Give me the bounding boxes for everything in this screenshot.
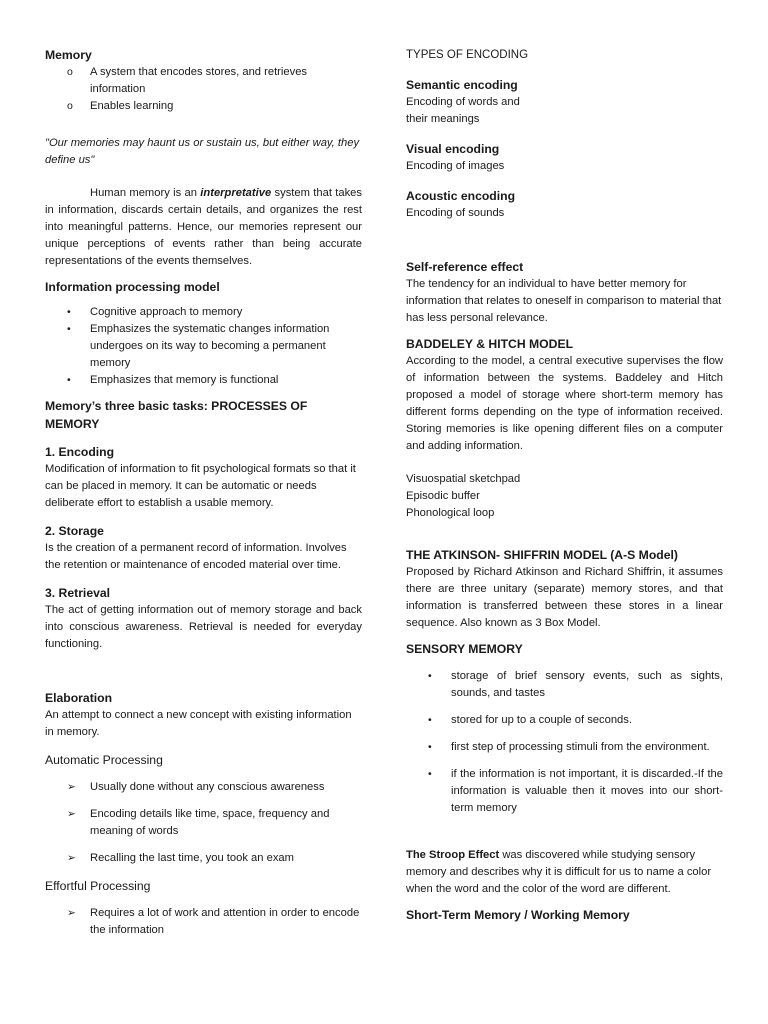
effortful-processing-heading: Effortful Processing <box>45 879 151 893</box>
list-item: ➢ Requires a lot of work and attention in order to encode the information <box>67 907 360 936</box>
arrow-bullet-icon: ➢ <box>67 808 76 820</box>
list-item: o A system that encodes stores, and retrieves information <box>67 66 308 95</box>
memory-list <box>45 64 362 115</box>
list-item: • storage of brief sensory events, such as sights, sounds, and tastes <box>428 670 723 699</box>
left-column <box>45 46 362 939</box>
semantic-text: Encoding of words and their meanings <box>406 96 520 125</box>
encoding-heading: 1. Encoding <box>45 445 115 459</box>
types-of-encoding-heading: TYPES OF ENCODING <box>406 49 529 61</box>
elaboration-text: An attempt to connect a new concept with existing information in memory. <box>45 709 352 738</box>
baddeley-heading: BADDELEY & HITCH MODEL <box>406 337 574 351</box>
circle-bullet-icon: o <box>67 66 73 78</box>
baddeley-part: Episodic buffer <box>406 490 480 502</box>
dot-bullet-icon: • <box>428 670 432 682</box>
stroop-paragraph: The Stroop Effect was discovered while studying sensory memory and describes why it is difficult for us to name a color when the word and the color of the word are different. <box>406 849 712 895</box>
atkinson-text: Proposed by Richard Atkinson and Richard Shiffrin, it assumes there are three unitary (separate) memory stores, and that information is transferred between these stores in a linear sequence. Also known as 3 Box Model. <box>406 566 723 629</box>
acoustic-text: Encoding of sounds <box>406 207 505 219</box>
ipm-heading: Information processing model <box>45 280 220 294</box>
arrow-bullet-icon: ➢ <box>67 852 76 864</box>
automatic-processing-heading: Automatic Processing <box>45 753 163 767</box>
memory-heading: Memory <box>45 48 92 62</box>
visual-text: Encoding of images <box>406 160 505 172</box>
list-item: • Emphasizes that memory is functional <box>45 372 362 389</box>
tasks-heading: Memory’s three basic tasks: PROCESSES OF MEMORY <box>45 399 308 431</box>
circle-bullet-icon: o <box>67 100 73 112</box>
storage-text: Is the creation of a permanent record of information. Involves the retention or maintenance of encoded material over time. <box>45 542 347 571</box>
storage-heading: 2. Storage <box>45 524 104 538</box>
list-item: • if the information is not important, it is discarded.-If the information is valuable then it moves into our short-term memory <box>428 768 723 814</box>
baddeley-part: Phonological loop <box>406 507 495 519</box>
self-reference-heading: Self-reference effect <box>406 260 524 274</box>
elaboration-heading: Elaboration <box>45 691 113 705</box>
atkinson-heading: THE ATKINSON- SHIFFRIN MODEL (A-S Model) <box>406 548 678 562</box>
human-memory-paragraph: Human memory is an interpretative system that takes in information, discards certain details, and organizes the rest into meaningful patterns. Hence, our memories represent our unique perceptions of events rather than being accurate representations of the events themselves. <box>45 187 362 267</box>
dot-bullet-icon: • <box>67 323 71 335</box>
retrieval-text: The act of getting information out of memory storage and back into conscious awareness. Retrieval is needed for everyday functioning. <box>45 604 362 650</box>
right-column <box>406 46 723 924</box>
semantic-heading: Semantic encoding <box>406 78 518 92</box>
visual-heading: Visual encoding <box>406 142 500 156</box>
list-item: • Cognitive approach to memory <box>45 304 362 321</box>
dot-bullet-icon: • <box>428 768 432 780</box>
baddeley-part: Visuospatial sketchpad <box>406 473 521 485</box>
dot-bullet-icon: • <box>67 374 71 386</box>
encoding-text: Modification of information to fit psychological formats so that it can be placed in memory. It can be automatic or needs deliberate effort to establish a usable memory. <box>45 463 356 509</box>
memory-quote: "Our memories may haunt us or sustain us, but either way, they define us" <box>45 137 360 166</box>
acoustic-heading: Acoustic encoding <box>406 189 516 203</box>
dot-bullet-icon: • <box>67 306 71 318</box>
list-item: ➢ Encoding details like time, space, frequency and meaning of words <box>67 808 330 837</box>
arrow-bullet-icon: ➢ <box>67 781 76 793</box>
list-item: • Emphasizes the systematic changes information undergoes on its way to becoming a permanent memory <box>67 323 330 369</box>
dot-bullet-icon: • <box>428 714 432 726</box>
list-item: • stored for up to a couple of seconds. <box>406 712 723 729</box>
self-reference-text: The tendency for an individual to have better memory for information that relates to oneself in comparison to material that has less personal relevance. <box>406 278 722 324</box>
baddeley-text: According to the model, a central executive supervises the flow of information between the systems. Baddeley and Hitch proposed a model of storage where short-term memory has different forms depending on the type of information received. Storing memories is like opening different files on a computer and adding information. <box>406 355 723 452</box>
sensory-memory-heading: SENSORY MEMORY <box>406 642 523 656</box>
dot-bullet-icon: • <box>428 741 432 753</box>
list-item: o Enables learning <box>45 98 362 115</box>
short-term-memory-heading: Short-Term Memory / Working Memory <box>406 908 630 922</box>
sensory-list <box>406 668 723 817</box>
arrow-bullet-icon: ➢ <box>67 907 76 919</box>
list-item: • first step of processing stimuli from the environment. <box>406 739 723 756</box>
effortful-list <box>45 905 362 939</box>
automatic-list <box>45 779 362 867</box>
list-item: ➢ Usually done without any conscious awareness <box>45 779 362 796</box>
retrieval-heading: 3. Retrieval <box>45 586 111 600</box>
ipm-list <box>45 304 362 389</box>
list-item: ➢ Recalling the last time, you took an exam <box>45 850 362 867</box>
